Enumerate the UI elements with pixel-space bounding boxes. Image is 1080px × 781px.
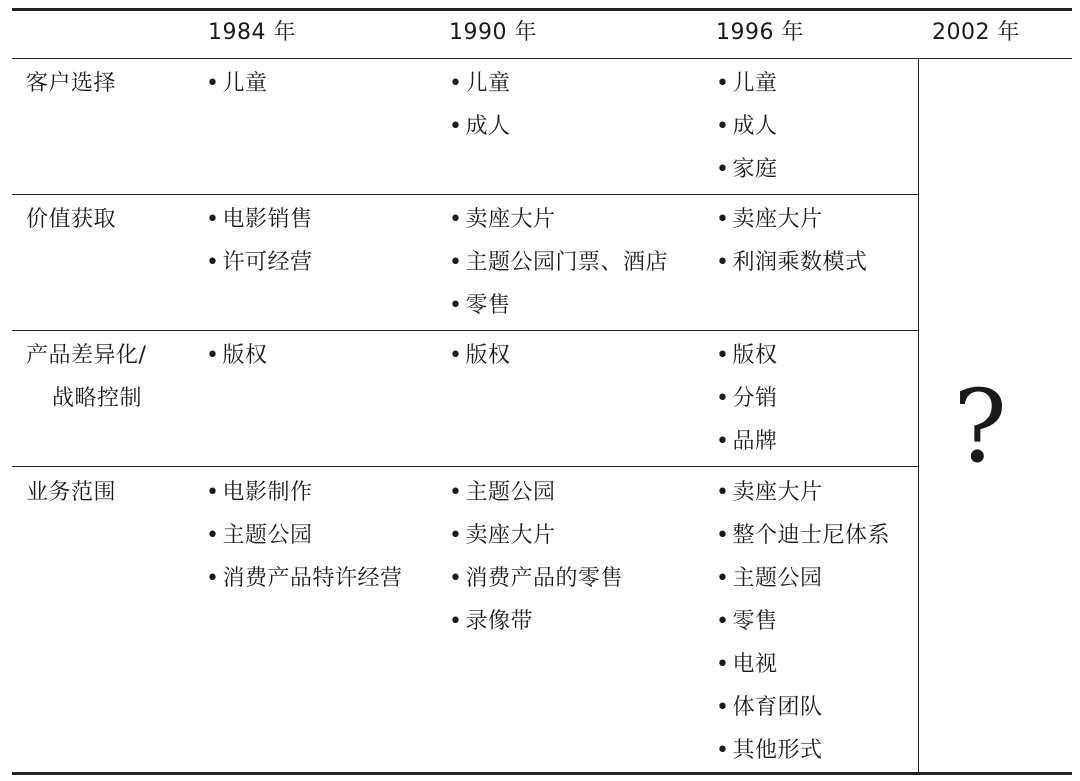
list-item: • 版权 (716, 342, 778, 370)
list-item: • 电影制作 (206, 479, 313, 507)
column-header: 2002 年 (932, 20, 1020, 45)
list-item: • 儿童 (206, 70, 268, 98)
list-item: • 卖座大片 (716, 479, 823, 507)
list-item: • 零售 (449, 292, 511, 320)
list-item: • 整个迪士尼体系 (716, 522, 890, 550)
list-item: • 电视 (716, 651, 778, 679)
list-item: • 利润乘数模式 (716, 249, 868, 277)
list-item: • 主题公园 (449, 479, 556, 507)
list-item: • 录像带 (449, 608, 533, 636)
list-item: • 主题公园 (716, 565, 823, 593)
row-label: 战略控制 (52, 386, 143, 411)
row-divider (12, 330, 918, 331)
table-top-rule (12, 8, 1072, 11)
row-divider (12, 194, 918, 195)
list-item: • 卖座大片 (449, 206, 556, 234)
list-item: • 其他形式 (716, 737, 823, 765)
list-item: • 版权 (449, 342, 511, 370)
column-header: 1996 年 (716, 20, 804, 45)
list-item: • 电影销售 (206, 206, 313, 234)
last-column-divider (918, 59, 919, 772)
list-item: • 卖座大片 (716, 206, 823, 234)
list-item: • 主题公园 (206, 522, 313, 550)
row-label: 客户选择 (26, 71, 117, 96)
list-item: • 消费产品特许经营 (206, 565, 403, 593)
row-label: 产品差异化/ (26, 343, 147, 368)
list-item: • 体育团队 (716, 694, 823, 722)
list-item: • 品牌 (716, 428, 778, 456)
list-item: • 消费产品的零售 (449, 565, 623, 593)
table-bottom-rule (12, 772, 1072, 775)
list-item: • 儿童 (449, 70, 511, 98)
column-header: 1990 年 (449, 20, 537, 45)
list-item: • 许可经营 (206, 249, 313, 277)
unknown-future-mark: ? (953, 368, 1007, 485)
header-bottom-rule (12, 58, 1072, 59)
list-item: • 版权 (206, 342, 268, 370)
list-item: • 成人 (449, 113, 511, 141)
list-item: • 儿童 (716, 70, 778, 98)
row-divider (12, 466, 918, 467)
list-item: • 零售 (716, 608, 778, 636)
column-header: 1984 年 (208, 20, 296, 45)
list-item: • 分销 (716, 385, 778, 413)
list-item: • 卖座大片 (449, 522, 556, 550)
list-item: • 成人 (716, 113, 778, 141)
list-item: • 主题公园门票、酒店 (449, 249, 668, 277)
list-item: • 家庭 (716, 156, 778, 184)
row-label: 业务范围 (26, 480, 117, 505)
row-label: 价值获取 (26, 207, 117, 232)
